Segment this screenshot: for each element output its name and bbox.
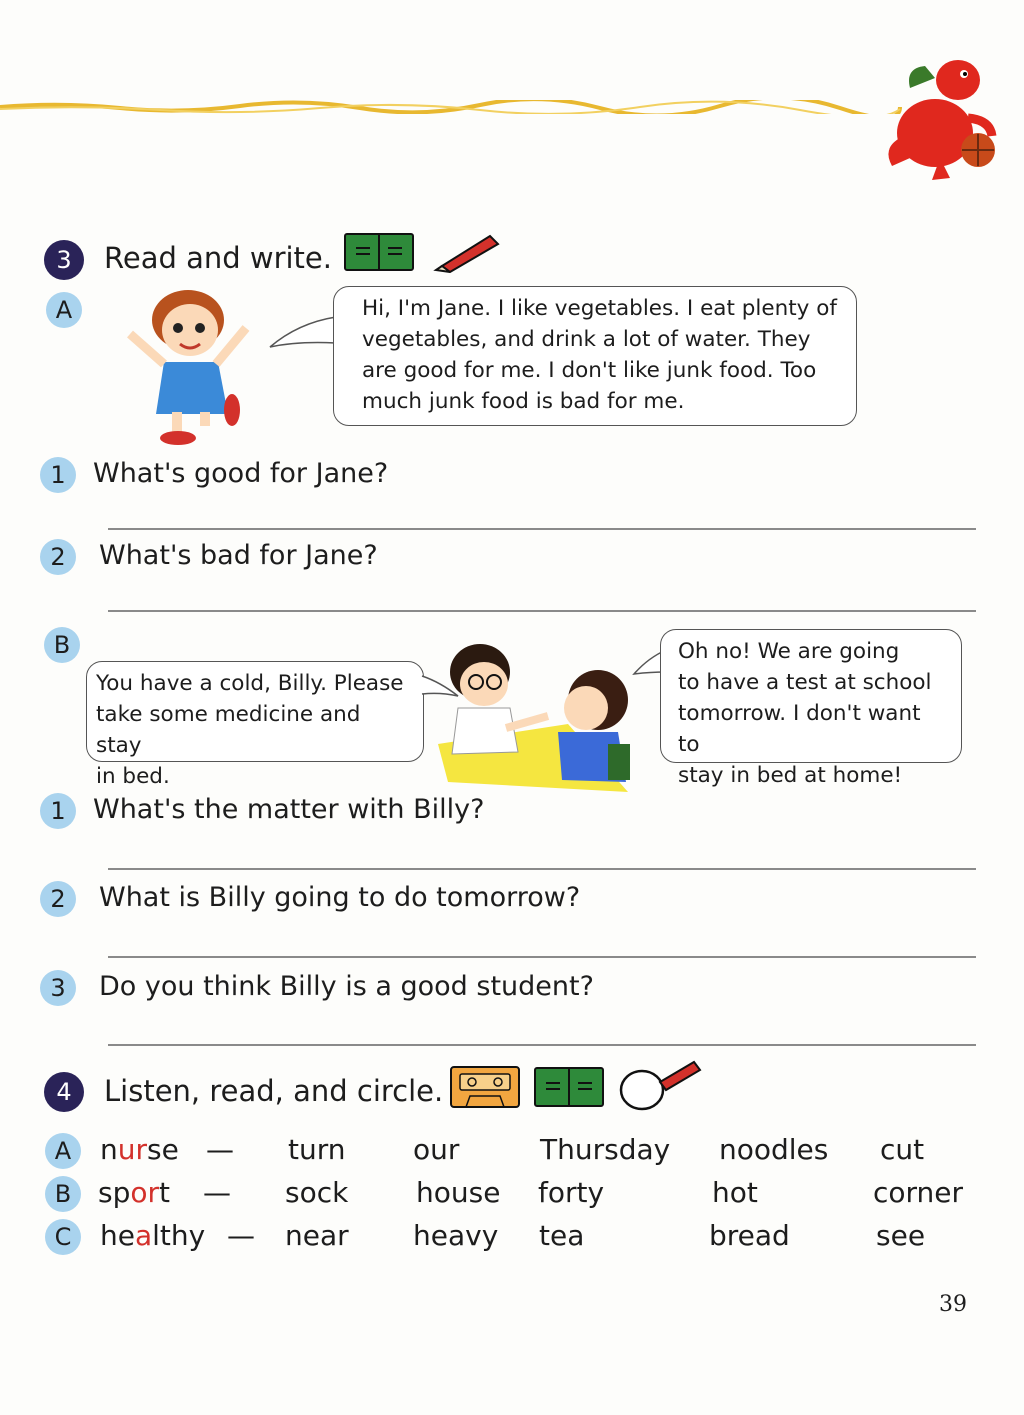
jane-speech-line-3: are good for me. I don't like junk food. Too xyxy=(362,358,817,383)
answer-line[interactable] xyxy=(108,868,976,870)
choice-word[interactable]: noodles xyxy=(719,1133,829,1166)
question-text: What's the matter with Billy? xyxy=(93,794,485,825)
dash: — xyxy=(206,1133,234,1166)
choice-word[interactable]: tea xyxy=(539,1219,585,1252)
dinosaur-mascot-icon xyxy=(880,48,1005,183)
speech-tail xyxy=(268,315,338,350)
billy-speech-line-4: stay in bed at home! xyxy=(678,763,903,788)
doctor-speech-line-1: You have a cold, Billy. Please xyxy=(96,671,404,696)
choice-word[interactable]: corner xyxy=(873,1176,964,1209)
choice-word[interactable]: turn xyxy=(288,1133,346,1166)
cassette-icon xyxy=(450,1066,520,1108)
question-number: 2 xyxy=(40,539,76,575)
doctor-speech-line-3: in bed. xyxy=(96,764,170,789)
key-word: sport xyxy=(98,1176,171,1209)
question-number: 2 xyxy=(40,881,76,917)
dash: — xyxy=(203,1176,231,1209)
question-text: What's bad for Jane? xyxy=(99,540,378,571)
choice-word[interactable]: sock xyxy=(285,1176,349,1209)
answer-line[interactable] xyxy=(108,956,976,958)
jane-speech-bubble xyxy=(333,286,857,426)
top-decorative-line xyxy=(0,100,1024,114)
choice-word[interactable]: heavy xyxy=(413,1219,499,1252)
book-icon xyxy=(534,1066,604,1108)
key-word: nurse xyxy=(100,1133,179,1166)
choice-word[interactable]: hot xyxy=(712,1176,758,1209)
answer-line[interactable] xyxy=(108,610,976,612)
question-text: What is Billy going to do tomorrow? xyxy=(99,882,581,913)
page-number: 39 xyxy=(939,1292,967,1317)
choice-word[interactable]: bread xyxy=(709,1219,790,1252)
choice-word[interactable]: forty xyxy=(538,1176,605,1209)
section-4-number: 4 xyxy=(44,1072,84,1112)
key-word: healthy xyxy=(100,1219,206,1252)
row-c-letter: C xyxy=(45,1219,81,1255)
choice-word[interactable]: cut xyxy=(880,1133,925,1166)
answer-line[interactable] xyxy=(108,528,976,530)
row-a-letter: A xyxy=(45,1133,81,1169)
part-a-letter: A xyxy=(46,292,82,328)
pencil-icon xyxy=(432,228,504,273)
dash: — xyxy=(227,1219,255,1252)
magnifier-icon xyxy=(618,1058,704,1114)
billy-speech-bubble xyxy=(660,629,962,788)
billy-speech-line-1: Oh no! We are going xyxy=(678,639,900,664)
section-3-number: 3 xyxy=(44,240,84,280)
choice-word[interactable]: our xyxy=(413,1133,460,1166)
choice-word[interactable]: house xyxy=(416,1176,501,1209)
question-text: Do you think Billy is a good student? xyxy=(99,971,594,1002)
question-number: 1 xyxy=(40,793,76,829)
question-text: What's good for Jane? xyxy=(93,458,389,489)
section-3-title: Read and write. xyxy=(104,241,332,275)
part-b-letter: B xyxy=(44,627,80,663)
billy-speech-line-2: to have a test at school xyxy=(678,670,932,695)
billy-speech-line-3: tomorrow. I don't want to xyxy=(678,701,921,757)
choice-word[interactable]: Thursday xyxy=(540,1133,671,1166)
section-4-title: Listen, read, and circle. xyxy=(104,1074,444,1108)
choice-word[interactable]: see xyxy=(876,1219,926,1252)
question-number: 3 xyxy=(40,970,76,1006)
jane-speech-line-2: vegetables, and drink a lot of water. They xyxy=(362,327,811,352)
answer-line[interactable] xyxy=(108,1044,976,1046)
jane-speech-line-1: Hi, I'm Jane. I like vegetables. I eat plenty of xyxy=(362,296,837,321)
girl-jane-illustration xyxy=(120,282,260,447)
row-b-letter: B xyxy=(45,1176,81,1212)
question-number: 1 xyxy=(40,457,76,493)
doctor-speech-bubble xyxy=(86,661,424,789)
jane-speech-line-4: much junk food is bad for me. xyxy=(362,389,685,414)
doctor-and-billy-illustration xyxy=(438,632,638,796)
book-icon xyxy=(344,232,414,272)
doctor-speech-line-2: take some medicine and stay xyxy=(96,702,361,758)
choice-word[interactable]: near xyxy=(285,1219,349,1252)
